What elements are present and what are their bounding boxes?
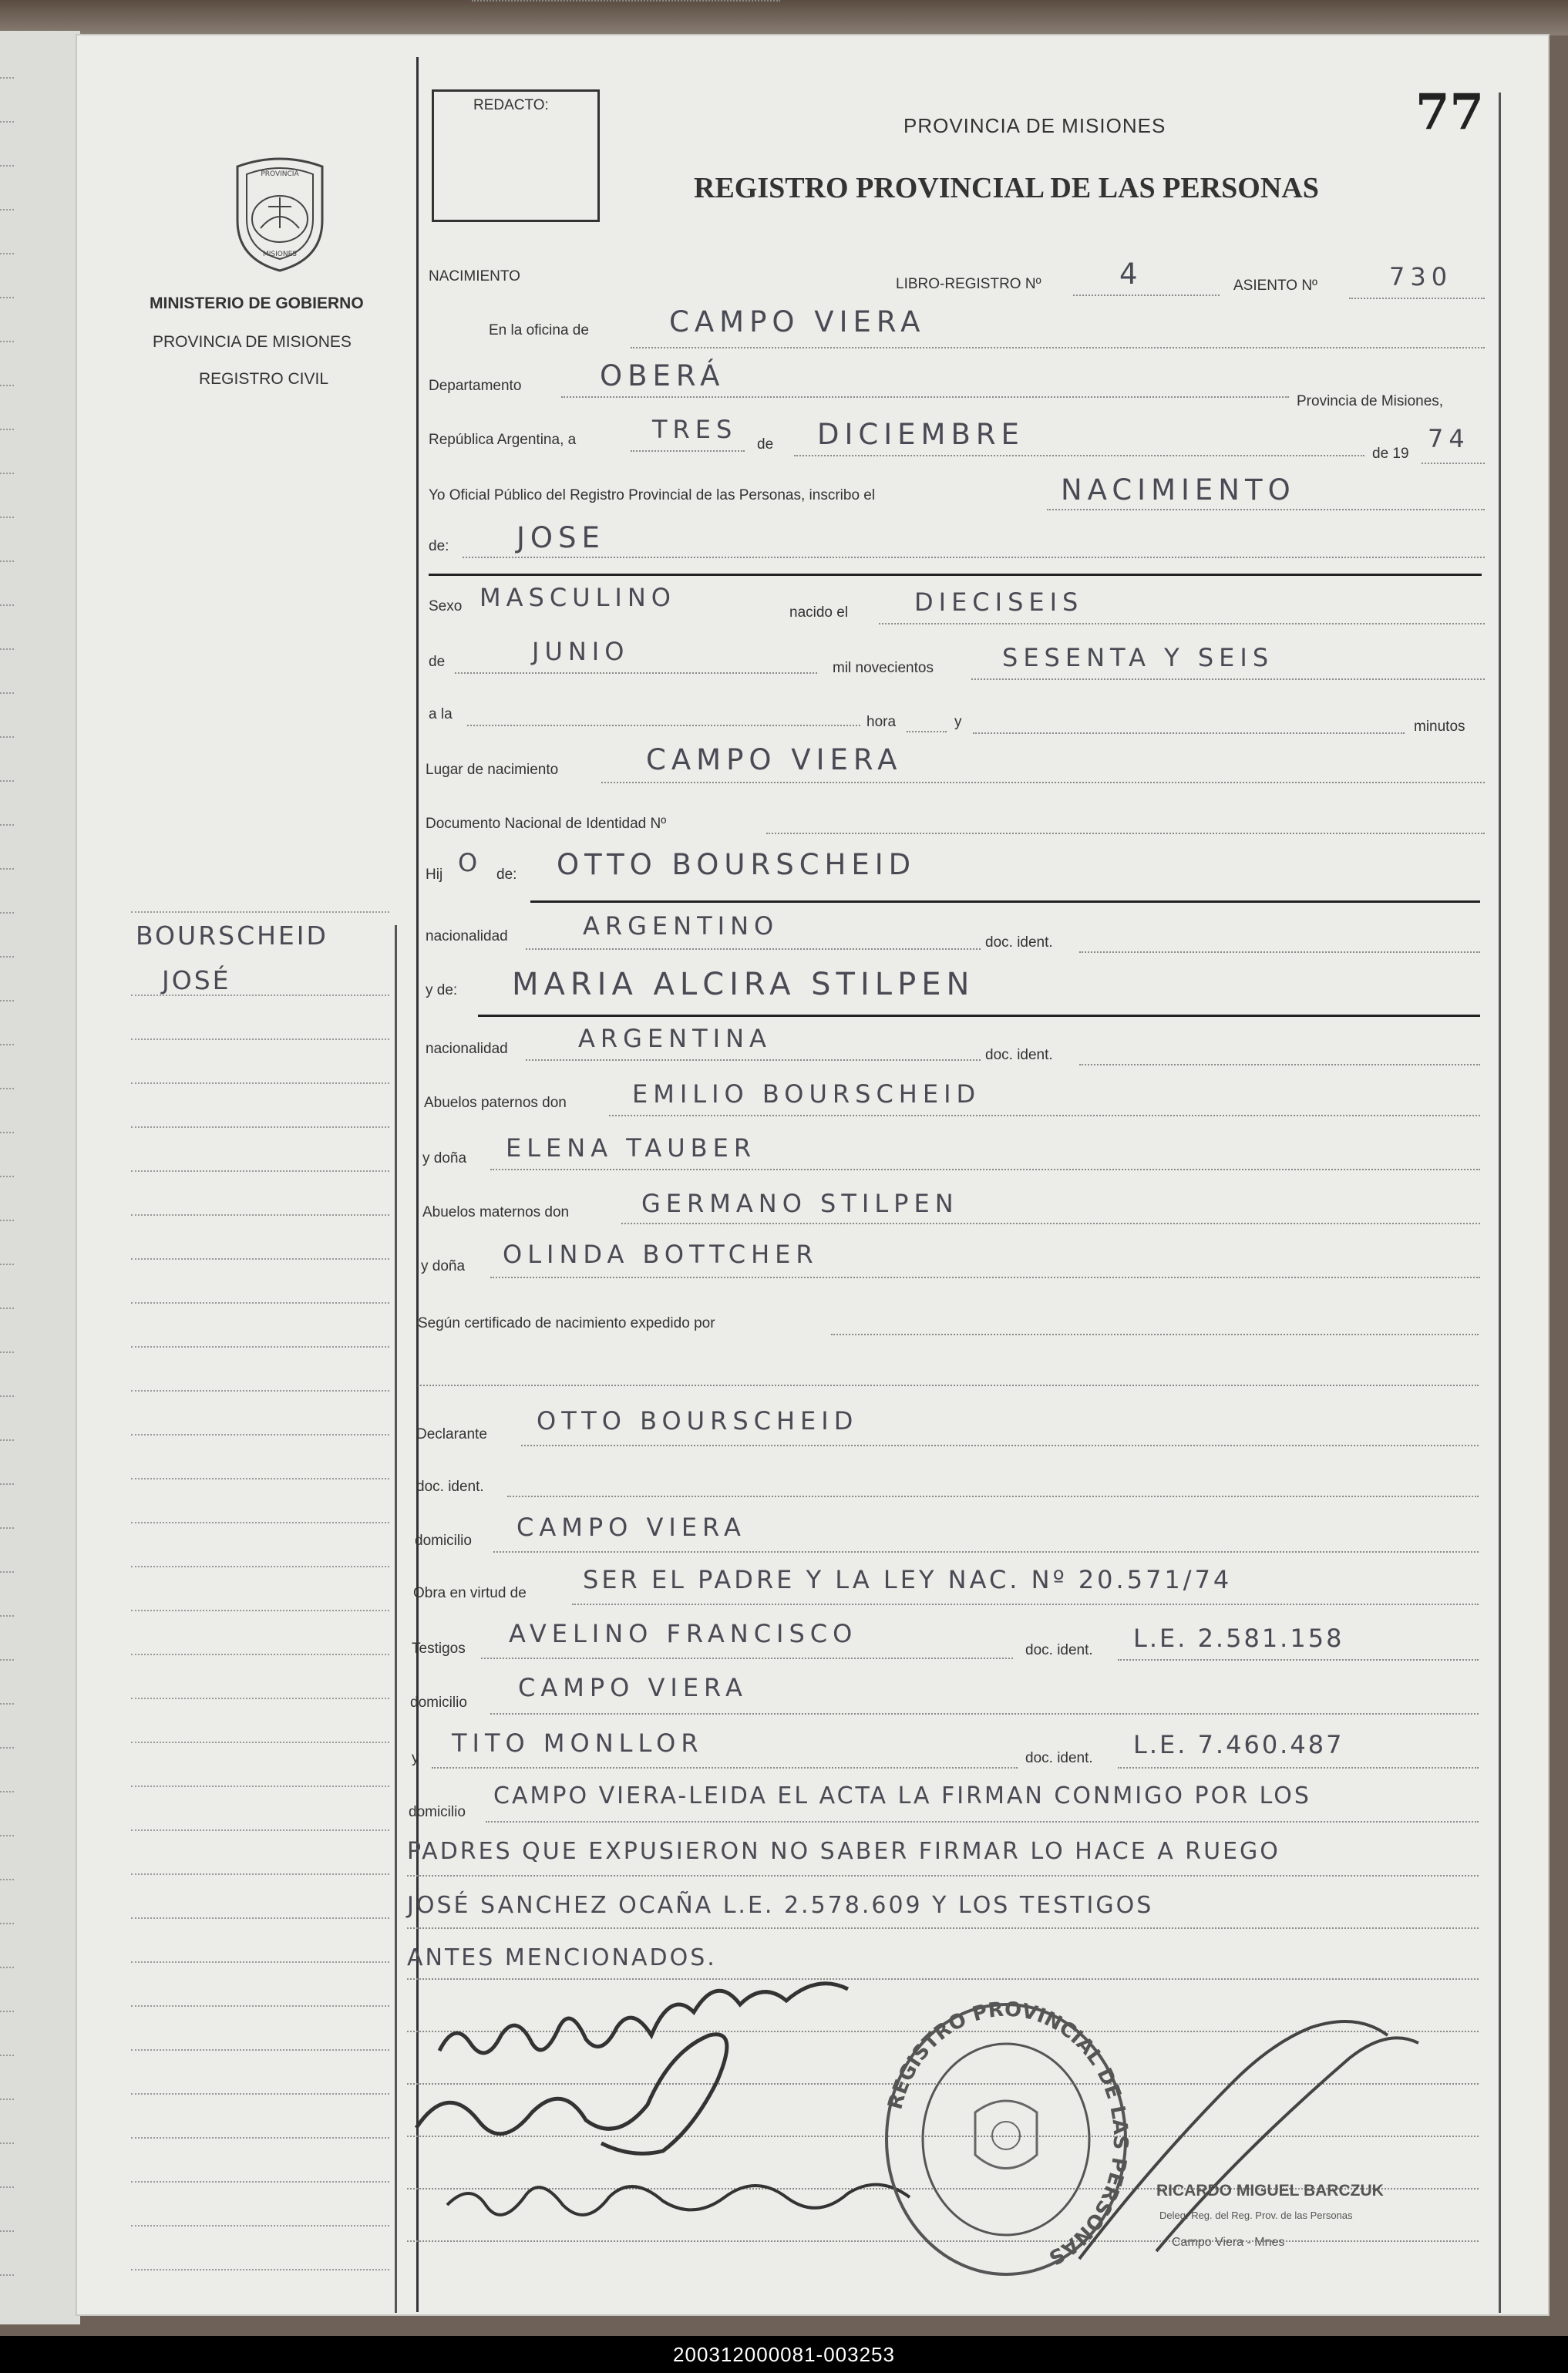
nacido-anio-line bbox=[971, 678, 1485, 680]
margin-line bbox=[131, 2225, 389, 2227]
header-province: PROVINCIA DE MISIONES bbox=[903, 114, 1166, 137]
left-page-line bbox=[0, 824, 14, 826]
domicilio-declarante-value: CAMPO VIERA bbox=[516, 1513, 746, 1542]
margin-line bbox=[131, 2269, 389, 2270]
docident-testigo1-line bbox=[1118, 1659, 1479, 1661]
left-page-line bbox=[0, 1176, 14, 1177]
margin-line bbox=[131, 1082, 389, 1084]
margin-line bbox=[131, 1434, 389, 1436]
nacido-line bbox=[879, 623, 1485, 624]
left-page-line bbox=[0, 2230, 14, 2232]
docident-madre-label: doc. ident. bbox=[985, 1047, 1053, 1063]
minutos-label: minutos bbox=[1414, 719, 1465, 735]
margin-line bbox=[131, 1478, 389, 1479]
yde-label: y de: bbox=[426, 982, 458, 998]
left-page-line bbox=[0, 2274, 14, 2276]
dni-line bbox=[766, 833, 1485, 834]
left-page-line bbox=[0, 736, 14, 738]
hora-label: hora bbox=[866, 714, 897, 730]
padre-underline bbox=[530, 900, 1480, 903]
left-page-line bbox=[0, 2099, 14, 2100]
left-page-line bbox=[0, 253, 14, 254]
mes-line bbox=[794, 455, 1364, 456]
nac-madre-line bbox=[526, 1059, 981, 1061]
abuelos-paternos-label: Abuelos paternos don bbox=[424, 1095, 567, 1111]
ydona-materna-label: y doña bbox=[421, 1258, 466, 1274]
left-page-line bbox=[0, 121, 14, 123]
obs-line-2 bbox=[407, 1875, 1479, 1877]
left-page-line bbox=[0, 1747, 14, 1749]
republica-label: República Argentina, a bbox=[429, 432, 577, 448]
minutos-line bbox=[973, 732, 1405, 734]
nombre-line bbox=[463, 557, 1485, 558]
redacto-label: REDACTO: bbox=[473, 97, 549, 113]
left-page-line bbox=[0, 1615, 14, 1617]
left-page-line bbox=[0, 1264, 14, 1265]
signature-father bbox=[416, 2035, 727, 2154]
archive-id-footer: 200312000081-003253 bbox=[0, 2336, 1568, 2373]
abuelo-m-line bbox=[621, 1223, 1480, 1224]
margin-line bbox=[131, 1038, 389, 1040]
lugar-value: CAMPO VIERA bbox=[646, 743, 903, 776]
abuela-m-line bbox=[490, 1277, 1480, 1278]
left-page-line bbox=[0, 1395, 14, 1397]
declarante-line bbox=[521, 1445, 1479, 1446]
stamp-ring-text bbox=[883, 1998, 1132, 2270]
ala-label: a la bbox=[429, 706, 453, 722]
margin-line bbox=[131, 995, 389, 996]
book-top-edge bbox=[0, 0, 1568, 35]
left-page-line bbox=[0, 1967, 14, 1968]
right-rule bbox=[1499, 93, 1501, 2313]
left-page-line bbox=[0, 1220, 14, 1221]
left-page-line bbox=[0, 1483, 14, 1485]
left-page-line bbox=[0, 2055, 14, 2056]
oficina-line bbox=[631, 347, 1485, 348]
inscribo-line bbox=[1047, 509, 1485, 510]
nacido-anio-value: SESENTA Y SEIS bbox=[1002, 643, 1274, 672]
hij-de-label: de: bbox=[496, 867, 517, 883]
madre-underline bbox=[478, 1015, 1480, 1017]
margin-line bbox=[131, 1302, 389, 1304]
margin-line bbox=[131, 1742, 389, 1743]
left-page-line bbox=[0, 604, 14, 606]
margin-line bbox=[131, 2049, 389, 2051]
dni-label: Documento Nacional de Identidad Nº bbox=[426, 816, 667, 832]
margin-line bbox=[131, 1126, 389, 1128]
margin-line bbox=[131, 2181, 389, 2183]
left-page-line bbox=[0, 1439, 14, 1441]
observation-line-2: PADRES QUE EXPUSIERON NO SABER FIRMAR LO HACE A RUEGO bbox=[407, 1838, 1280, 1865]
nacionalidad-padre-label: nacionalidad bbox=[426, 928, 508, 944]
nacido-mes-value: JUNIO bbox=[532, 637, 630, 666]
nacimiento-label: NACIMIENTO bbox=[429, 268, 520, 284]
observation-line-3: JOSÉ SANCHEZ OCAÑA L.E. 2.578.609 Y LOS TESTIGOS bbox=[407, 1892, 1154, 1919]
margin-line bbox=[131, 1654, 389, 1655]
obra-line bbox=[572, 1604, 1479, 1605]
sexo-line bbox=[472, 0, 780, 2]
domicilio-testigo2-label: domicilio bbox=[409, 1804, 466, 1820]
margin-line bbox=[131, 1214, 389, 1216]
left-page-line bbox=[0, 2186, 14, 2188]
segun-line-2 bbox=[418, 1385, 1479, 1386]
left-page-line bbox=[0, 473, 14, 474]
docident-padre-label: doc. ident. bbox=[985, 934, 1053, 951]
left-page-line bbox=[0, 1571, 14, 1573]
margin-line bbox=[131, 1917, 389, 1919]
margin-line bbox=[131, 1258, 389, 1260]
abuela-m-value: OLINDA BOTTCHER bbox=[503, 1240, 819, 1269]
lugar-label: Lugar de nacimiento bbox=[426, 762, 559, 778]
left-page-line bbox=[0, 341, 14, 342]
testigo1-value: AVELINO FRANCISCO bbox=[509, 1619, 858, 1648]
left-page-line bbox=[0, 297, 14, 298]
domicilio-declarante-line bbox=[493, 1551, 1479, 1553]
margin-line bbox=[131, 1786, 389, 1787]
nac-padre-value: ARGENTINO bbox=[583, 911, 779, 941]
left-page-line bbox=[0, 956, 14, 958]
margin-name: JOSÉ bbox=[162, 965, 231, 995]
left-page-line bbox=[0, 560, 14, 562]
margin-line bbox=[131, 1522, 389, 1523]
sexo-value: MASCULINO bbox=[479, 583, 676, 612]
departamento-line bbox=[561, 396, 1289, 398]
y-testigo2-label: y bbox=[412, 1750, 419, 1766]
stamp-ring-textpath: REGISTRO PROVINCIAL DE LAS PERSONAS bbox=[883, 1998, 1132, 2270]
lugar-line bbox=[601, 782, 1485, 783]
testigo2-value: TITO MONLLOR bbox=[452, 1728, 704, 1758]
testigo2-line bbox=[432, 1767, 1018, 1769]
obra-label: Obra en virtud de bbox=[413, 1585, 527, 1601]
left-registry: REGISTRO CIVIL bbox=[199, 370, 329, 388]
margin-line bbox=[131, 1873, 389, 1875]
asiento-label: ASIENTO Nº bbox=[1233, 278, 1317, 294]
sexo-label: Sexo bbox=[429, 598, 463, 614]
ydona-paterna-label: y doña bbox=[422, 1150, 467, 1166]
left-page-line bbox=[0, 1879, 14, 1880]
ala-line bbox=[467, 725, 860, 726]
declarante-label: Declarante bbox=[416, 1426, 487, 1442]
madre-value: MARIA ALCIRA STILPEN bbox=[512, 967, 975, 1002]
yo-label: Yo Oficial Público del Registro Provincial de las Personas, inscribo el bbox=[429, 487, 876, 503]
left-page-line bbox=[0, 1000, 14, 1001]
left-page-line bbox=[0, 868, 14, 870]
asiento-line bbox=[1349, 298, 1485, 299]
seal-top-text: PROVINCIA bbox=[261, 170, 299, 178]
margin-line bbox=[131, 911, 389, 913]
nacionalidad-madre-label: nacionalidad bbox=[426, 1041, 508, 1057]
domicilio-testigo2-value: CAMPO VIERA-LEIDA EL ACTA LA FIRMAN CONMIGO POR LOS bbox=[493, 1782, 1311, 1809]
hij-label: Hij bbox=[426, 867, 443, 883]
nac-padre-line bbox=[526, 948, 981, 950]
province-seal-icon bbox=[222, 151, 338, 274]
left-page-line bbox=[0, 517, 14, 518]
left-page-line bbox=[0, 912, 14, 914]
signature-sanchez bbox=[447, 2185, 910, 2215]
mes-value: DICIEMBRE bbox=[817, 418, 1025, 451]
left-page-line bbox=[0, 1923, 14, 1924]
asiento-value: 730 bbox=[1389, 262, 1453, 291]
docident-declarante-line bbox=[507, 1496, 1479, 1497]
left-page-line bbox=[0, 1351, 14, 1353]
left-page-line bbox=[0, 1791, 14, 1792]
abuela-p-line bbox=[490, 1169, 1480, 1170]
margin-line bbox=[131, 1610, 389, 1611]
docident-testigo2-value: L.E. 7.460.487 bbox=[1133, 1730, 1344, 1759]
abuelos-maternos-label: Abuelos maternos don bbox=[422, 1204, 570, 1220]
segun-label: Según certificado de nacimiento expedido por bbox=[418, 1315, 715, 1331]
domicilio-testigo1-value: CAMPO VIERA bbox=[518, 1673, 748, 1702]
inscribo-value: NACIMIENTO bbox=[1061, 473, 1296, 507]
de-mes-label: de bbox=[429, 654, 446, 670]
seal-bottom-text: MISIONES bbox=[262, 251, 298, 258]
domicilio-declarante-label: domicilio bbox=[415, 1533, 472, 1549]
left-page-line bbox=[0, 1308, 14, 1309]
page-number: 77 bbox=[1415, 83, 1485, 141]
declarante-value: OTTO BOURSCHEID bbox=[537, 1406, 859, 1436]
left-page-line bbox=[0, 429, 14, 430]
left-province: PROVINCIA DE MISIONES bbox=[153, 333, 352, 351]
left-page-line bbox=[0, 385, 14, 386]
margin-line bbox=[131, 2005, 389, 2007]
nacido-dia-value: DIECISEIS bbox=[914, 587, 1084, 617]
page-title: REGISTRO PROVINCIAL DE LAS PERSONAS bbox=[694, 172, 1319, 204]
left-page-line bbox=[0, 780, 14, 782]
docident-declarante-label: doc. ident. bbox=[416, 1479, 484, 1495]
testigo1-line bbox=[481, 1658, 1013, 1659]
dia-value: TRES bbox=[652, 415, 738, 444]
abuelo-p-line bbox=[609, 1115, 1480, 1116]
margin-line bbox=[131, 1698, 389, 1699]
testigos-label: Testigos bbox=[412, 1641, 466, 1657]
left-page-line bbox=[0, 1835, 14, 1836]
signature-avelino bbox=[439, 1984, 848, 2053]
left-page-line bbox=[0, 209, 14, 210]
libro-label: LIBRO-REGISTRO Nº bbox=[896, 276, 1041, 292]
de-nombre-label: de: bbox=[429, 538, 449, 554]
left-page-line bbox=[0, 165, 14, 167]
left-page-line bbox=[0, 2011, 14, 2012]
nombre-value: JOSE bbox=[516, 521, 605, 554]
left-page-line bbox=[0, 692, 14, 694]
official-place: Campo Viera - Mnes bbox=[1172, 2236, 1285, 2249]
docident-testigo1-label: doc. ident. bbox=[1025, 1642, 1093, 1658]
margin-line bbox=[131, 1829, 389, 1831]
oficina-value: CAMPO VIERA bbox=[669, 305, 926, 338]
left-page-line bbox=[0, 1088, 14, 1089]
domicilio-testigo1-label: domicilio bbox=[410, 1695, 467, 1711]
left-page-line bbox=[0, 1132, 14, 1133]
oficina-label: En la oficina de bbox=[489, 322, 589, 338]
de19-label: de 19 bbox=[1372, 446, 1409, 462]
hij-suffix: O bbox=[458, 848, 483, 877]
nacido-mes-line bbox=[455, 672, 817, 674]
padre-value: OTTO BOURSCHEID bbox=[557, 848, 917, 881]
libro-line bbox=[1073, 295, 1220, 296]
docident-testigo2-label: doc. ident. bbox=[1025, 1750, 1093, 1766]
abuelo-p-value: EMILIO BOURSCHEID bbox=[632, 1079, 981, 1109]
margin-line bbox=[131, 2093, 389, 2095]
margin-line bbox=[131, 2137, 389, 2139]
margin-line bbox=[131, 1170, 389, 1172]
left-page-line bbox=[0, 1527, 14, 1529]
registry-stamp bbox=[879, 1997, 1133, 2282]
margin-line bbox=[131, 1961, 389, 1963]
nombre-underline bbox=[429, 574, 1482, 576]
left-page-line bbox=[0, 648, 14, 650]
left-page-line bbox=[0, 1703, 14, 1705]
hora-line bbox=[907, 731, 947, 732]
nacido-label: nacido el bbox=[789, 604, 849, 621]
official-name: RICARDO MIGUEL BARCZUK bbox=[1156, 2182, 1384, 2200]
departamento-value: OBERÁ bbox=[600, 359, 725, 392]
margin-line bbox=[131, 1566, 389, 1567]
domicilio-testigo1-line bbox=[490, 1713, 1479, 1715]
anio-value: 74 bbox=[1428, 424, 1470, 453]
left-page-line bbox=[0, 1659, 14, 1661]
nac-madre-value: ARGENTINA bbox=[578, 1024, 772, 1053]
ministry-title: MINISTERIO DE GOBIERNO bbox=[150, 295, 364, 312]
left-page-line bbox=[0, 2142, 14, 2144]
left-facing-page bbox=[0, 31, 80, 2324]
anio-line bbox=[1422, 463, 1485, 464]
y-label: y bbox=[954, 714, 962, 730]
abuelo-m-value: GERMANO STILPEN bbox=[641, 1189, 959, 1218]
segun-line bbox=[831, 1334, 1479, 1335]
official-title: Deleg. Reg. del Reg. Prov. de las Personas bbox=[1159, 2210, 1353, 2221]
provincia-label: Provincia de Misiones, bbox=[1297, 393, 1444, 409]
docident-testigo1-value: L.E. 2.581.158 bbox=[1133, 1624, 1344, 1653]
margin-surname: BOURSCHEID bbox=[136, 921, 328, 951]
docident-padre-line bbox=[1079, 951, 1480, 953]
docident-madre-line bbox=[1079, 1064, 1480, 1065]
abuela-p-value: ELENA TAUBER bbox=[506, 1133, 757, 1163]
left-page-line bbox=[0, 77, 14, 79]
margin-line bbox=[131, 1390, 389, 1392]
obs-line-1 bbox=[486, 1821, 1479, 1823]
de-label: de bbox=[757, 436, 774, 453]
libro-value: 4 bbox=[1119, 257, 1143, 291]
obra-value: SER EL PADRE Y LA LEY NAC. Nº 20.571/74 bbox=[583, 1565, 1233, 1594]
observation-line-4: ANTES MENCIONADOS. bbox=[407, 1944, 717, 1971]
margin-line bbox=[131, 1346, 389, 1348]
departamento-label: Departamento bbox=[429, 378, 522, 394]
left-page-line bbox=[0, 1044, 14, 1045]
dia-line bbox=[631, 450, 745, 452]
mil-label: mil novecientos bbox=[833, 660, 934, 676]
docident-testigo2-line bbox=[1118, 1767, 1479, 1769]
